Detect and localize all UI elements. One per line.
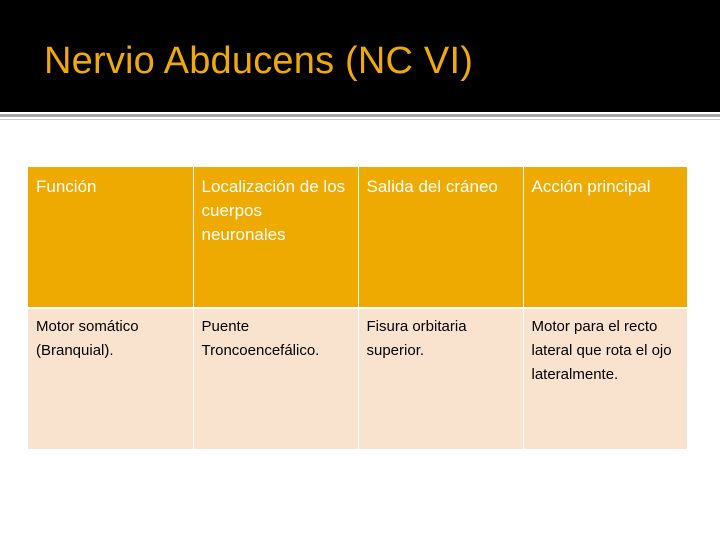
- header-localizacion: Localización de los cuerpos neuronales: [193, 167, 358, 308]
- header-funcion: Función: [28, 167, 193, 308]
- slide-title: Nervio Abducens (NC VI): [44, 40, 474, 82]
- cell-funcion: Motor somático (Branquial).: [28, 308, 193, 449]
- cell-localizacion: Puente Troncoencefálico.: [193, 308, 358, 449]
- title-divider-thick: [0, 114, 720, 117]
- table-row: [28, 308, 687, 449]
- cell-salida: Fisura orbitaria superior.: [358, 308, 523, 449]
- header-salida: Salida del cráneo: [358, 167, 523, 308]
- cell-accion: Motor para el recto lateral que rota el ojo lateralmente.: [523, 308, 687, 449]
- title-band: [0, 0, 720, 112]
- title-divider-thin: [0, 119, 720, 120]
- nerve-table: [28, 167, 687, 449]
- table-header-row: [28, 167, 687, 308]
- header-accion: Acción principal: [523, 167, 687, 308]
